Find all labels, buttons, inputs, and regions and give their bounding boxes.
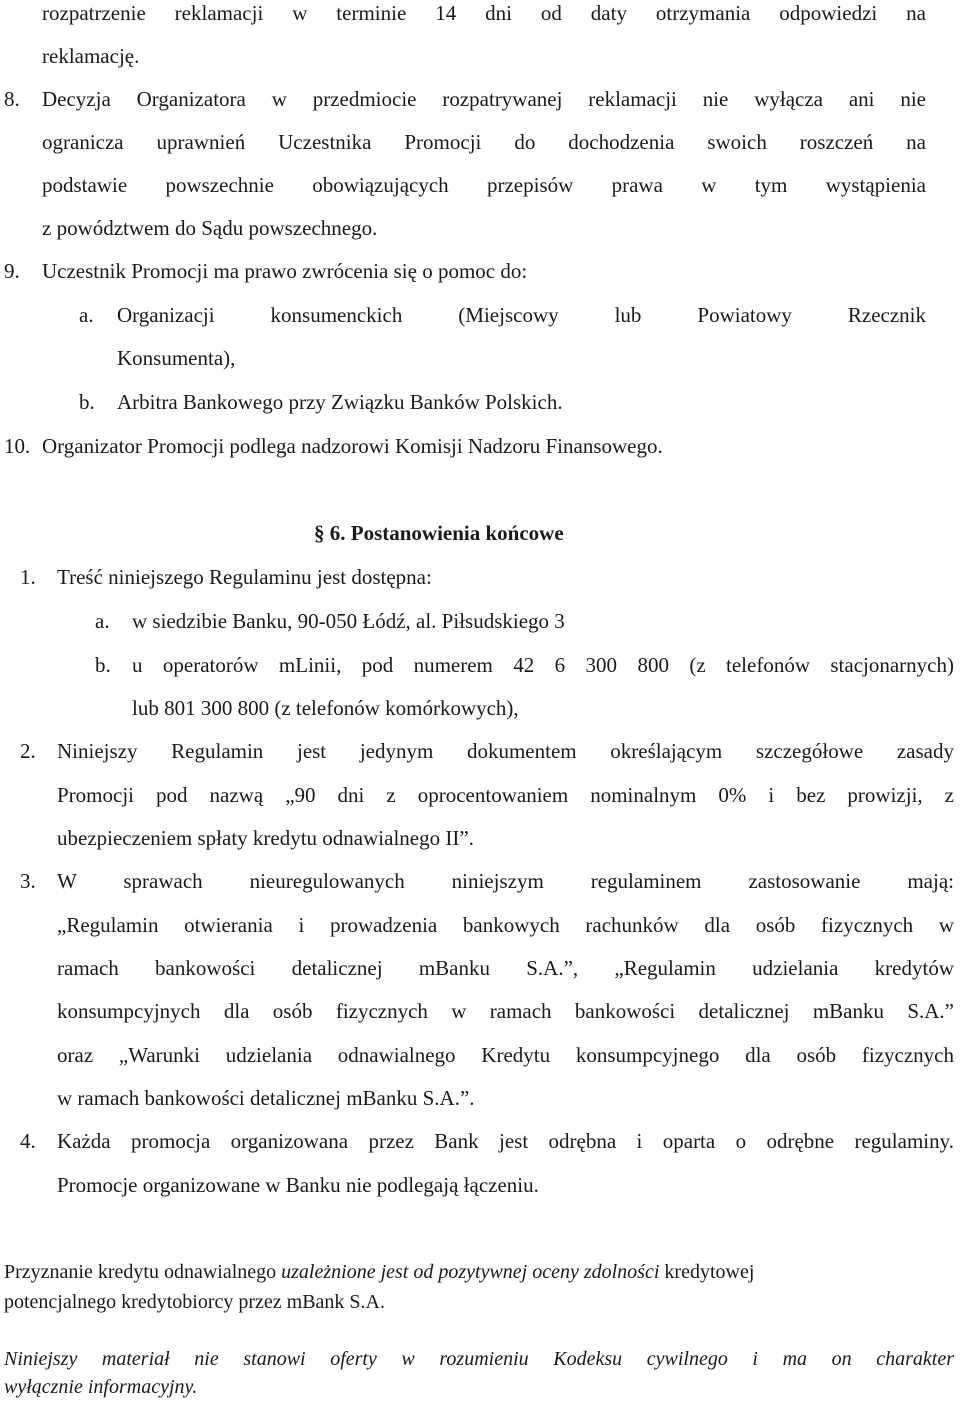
item-8-line: Decyzja Organizatora w przedmiocie rozpatrywanej reklamacji nie wyłącza ani nie bbox=[42, 87, 926, 111]
item-8-line: ogranicza uprawnień Uczestnika Promocji do dochodzenia swoich roszczeń na bbox=[42, 130, 926, 154]
s6-item-3-line: W sprawach nieuregulowanych niniejszym regulaminem zastosowanie mają: bbox=[57, 869, 954, 893]
reklamacja-line-2: reklamację. bbox=[42, 44, 140, 68]
item-9-number: 9. bbox=[4, 259, 20, 283]
s6-item-2-line: ubezpieczeniem spłaty kredytu odnawialnego II”. bbox=[57, 826, 474, 850]
item-9-text: Uczestnik Promocji ma prawo zwrócenia się o pomoc do: bbox=[42, 259, 528, 283]
s6-item-3-number: 3. bbox=[20, 869, 36, 893]
s6-item-1b-line: lub 801 300 800 (z telefonów komórkowych), bbox=[132, 696, 519, 720]
item-9a-line: Konsumenta), bbox=[117, 346, 236, 370]
s6-item-1b-letter: b. bbox=[95, 653, 111, 677]
s6-item-2-number: 2. bbox=[20, 739, 36, 763]
s6-item-1b-line: u operatorów mLinii, pod numerem 42 6 300 800 (z telefonów stacjonarnych) bbox=[132, 653, 954, 677]
footer-credit-note bbox=[4, 1259, 754, 1285]
s6-item-1-number: 1. bbox=[20, 565, 36, 589]
footer-credit-note-italic: uzależnione jest od pozytywnej oceny zdolności bbox=[281, 1261, 660, 1283]
footer-credit-note-a: Przyznanie kredytu odnawialnego bbox=[4, 1261, 282, 1283]
s6-item-3-line: w ramach bankowości detalicznej mBanku S.A.”. bbox=[57, 1086, 475, 1110]
s6-item-1a-letter: a. bbox=[95, 609, 110, 633]
s6-item-3-line: oraz „Warunki udzielania odnawialnego Kredytu konsumpcyjnego dla osób fizycznych bbox=[57, 1043, 954, 1067]
s6-item-1a-text: w siedzibie Banku, 90-050 Łódź, al. Piłsudskiego 3 bbox=[132, 609, 565, 633]
s6-item-1-text: Treść niniejszego Regulaminu jest dostępna: bbox=[57, 565, 432, 589]
item-9a-letter: a. bbox=[79, 303, 94, 327]
s6-item-2-line: Promocji pod nazwą „90 dni z oprocentowaniem nominalnym 0% i bez prowizji, z bbox=[57, 783, 954, 807]
item-10-number: 10. bbox=[4, 434, 31, 458]
section-6-heading: § 6. Postanowienia końcowe bbox=[314, 521, 564, 545]
item-9a-line: Organizacji konsumenckich (Miejscowy lub Powiatowy Rzecznik bbox=[117, 303, 926, 327]
item-8-line: podstawie powszechnie obowiązujących przepisów prawa w tym wystąpienia bbox=[42, 173, 926, 197]
s6-item-4-number: 4. bbox=[20, 1129, 36, 1153]
s6-item-3-line: konsumpcyjnych dla osób fizycznych w ramach bankowości detalicznej mBanku S.A.” bbox=[57, 999, 954, 1023]
s6-item-3-line: ramach bankowości detalicznej mBanku S.A.”, „Regulamin udzielania kredytów bbox=[57, 956, 954, 980]
s6-item-2-line: Niniejszy Regulamin jest jedynym dokumentem określającym szczegółowe zasady bbox=[57, 739, 954, 763]
s6-item-4-line: Każda promocja organizowana przez Bank jest odrębna i oparta o odrębne regulaminy. bbox=[57, 1129, 954, 1153]
footer-disclaimer-line-1: Niniejszy materiał nie stanowi oferty w rozumieniu Kodeksu cywilnego i ma on charakter bbox=[4, 1348, 954, 1370]
footer-credit-note-c: kredytowej bbox=[659, 1261, 755, 1283]
s6-item-4-line: Promocje organizowane w Banku nie podlegają łączeniu. bbox=[57, 1173, 539, 1197]
item-8-number: 8. bbox=[4, 87, 20, 111]
footer-disclaimer-line-2: wyłącznie informacyjny. bbox=[4, 1376, 198, 1398]
item-8-line: z powództwem do Sądu powszechnego. bbox=[42, 216, 378, 240]
item-10-text: Organizator Promocji podlega nadzorowi Komisji Nadzoru Finansowego. bbox=[42, 434, 663, 458]
item-9b-letter: b. bbox=[79, 390, 95, 414]
reklamacja-line-1: rozpatrzenie reklamacji w terminie 14 dni od daty otrzymania odpowiedzi na bbox=[42, 1, 926, 25]
s6-item-3-line: „Regulamin otwierania i prowadzenia bankowych rachunków dla osób fizycznych w bbox=[57, 913, 954, 937]
footer-credit-note-line-2: potencjalnego kredytobiorcy przez mBank S.A. bbox=[4, 1291, 385, 1313]
item-9b-text: Arbitra Bankowego przy Związku Banków Polskich. bbox=[117, 390, 563, 414]
